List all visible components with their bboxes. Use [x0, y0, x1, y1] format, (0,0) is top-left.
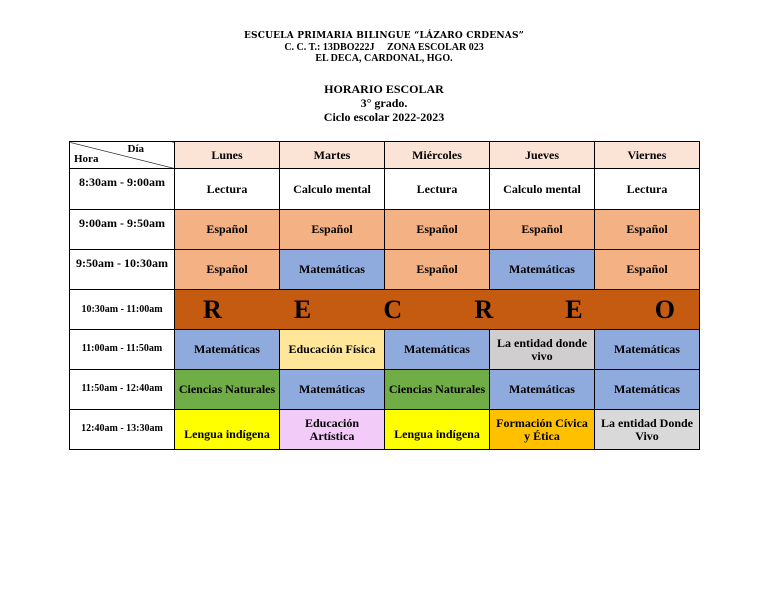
day-header: Lunes — [175, 142, 280, 169]
corner-cell — [70, 142, 175, 169]
class-cell: Español — [490, 210, 595, 250]
time-cell: 9:50am - 10:30am — [70, 250, 175, 290]
recreo-letter: O — [654, 295, 675, 324]
class-cell: Español — [175, 210, 280, 250]
corner-day-label: Día — [127, 143, 144, 155]
corner-hour-label: Hora — [74, 153, 99, 165]
class-cell: Calculo mental — [280, 169, 385, 210]
time-cell: 11:50am - 12:40am — [70, 370, 175, 410]
school-header — [0, 31, 768, 64]
table-row — [70, 210, 700, 250]
table-row — [70, 330, 700, 370]
class-cell: Matemáticas — [595, 330, 700, 370]
time-cell: 10:30am - 11:00am — [70, 290, 175, 330]
class-cell: Español — [595, 250, 700, 290]
recreo-letter: R — [474, 295, 494, 324]
class-cell: La entidad donde vivo — [490, 330, 595, 370]
table-row — [70, 169, 700, 210]
time-cell: 9:00am - 9:50am — [70, 210, 175, 250]
class-cell: Matemáticas — [175, 330, 280, 370]
class-cell: Matemáticas — [595, 370, 700, 410]
class-cell: Matemáticas — [490, 370, 595, 410]
class-cell: Lengua indígena — [175, 410, 280, 450]
class-cell: Español — [595, 210, 700, 250]
table-row — [70, 370, 700, 410]
table-row — [70, 250, 700, 290]
day-header: Jueves — [490, 142, 595, 169]
class-cell: Calculo mental — [490, 169, 595, 210]
location: EL DECA, CARDONAL, HGO. — [315, 53, 453, 64]
class-cell: Matemáticas — [490, 250, 595, 290]
class-cell: Español — [175, 250, 280, 290]
class-cell: Matemáticas — [280, 250, 385, 290]
class-cell: Lectura — [595, 169, 700, 210]
class-cell: Lectura — [175, 169, 280, 210]
class-cell: Ciencias Naturales — [175, 370, 280, 410]
table-row — [70, 410, 700, 450]
class-cell: Español — [385, 250, 490, 290]
class-cell: La entidad Donde Vivo — [595, 410, 700, 450]
class-cell: Lengua indígena — [385, 410, 490, 450]
class-cell: Matemáticas — [280, 370, 385, 410]
schedule-title: HORARIO ESCOLAR — [324, 82, 444, 96]
class-cell: Matemáticas — [385, 330, 490, 370]
class-cell: Formación Cívica y Ética — [490, 410, 595, 450]
time-cell: 11:00am - 11:50am — [70, 330, 175, 370]
cycle-label: Ciclo escolar 2022-2023 — [323, 110, 445, 124]
class-cell: Español — [385, 210, 490, 250]
class-cell: Español — [280, 210, 385, 250]
header-row — [70, 142, 700, 169]
recreo-letter: E — [293, 295, 312, 324]
time-cell: 12:40am - 13:30am — [70, 410, 175, 450]
day-header: Martes — [280, 142, 385, 169]
cct-line: C. C. T.: 13DBO222J ZONA ESCOLAR 023 — [284, 42, 484, 53]
class-cell: Educación Física — [280, 330, 385, 370]
recreo-letter: R — [203, 295, 222, 324]
schedule-title-block — [0, 82, 768, 124]
recreo-row — [70, 290, 700, 330]
time-cell: 8:30am - 9:00am — [70, 169, 175, 210]
day-header: Viernes — [595, 142, 700, 169]
school-name: ESCUELA PRIMARIA BILINGUE “LÁZARO CRDENAS” — [243, 31, 525, 41]
grade-label: 3° grado. — [360, 96, 408, 110]
recreo-letter: E — [565, 295, 583, 324]
recreo-letter: C — [383, 295, 403, 324]
day-header: Miércoles — [385, 142, 490, 169]
class-cell: Educación Artística — [280, 410, 385, 450]
recreo-banner — [175, 290, 700, 330]
class-cell: Lectura — [385, 169, 490, 210]
class-cell: Ciencias Naturales — [385, 370, 490, 410]
schedule-table — [69, 141, 700, 450]
